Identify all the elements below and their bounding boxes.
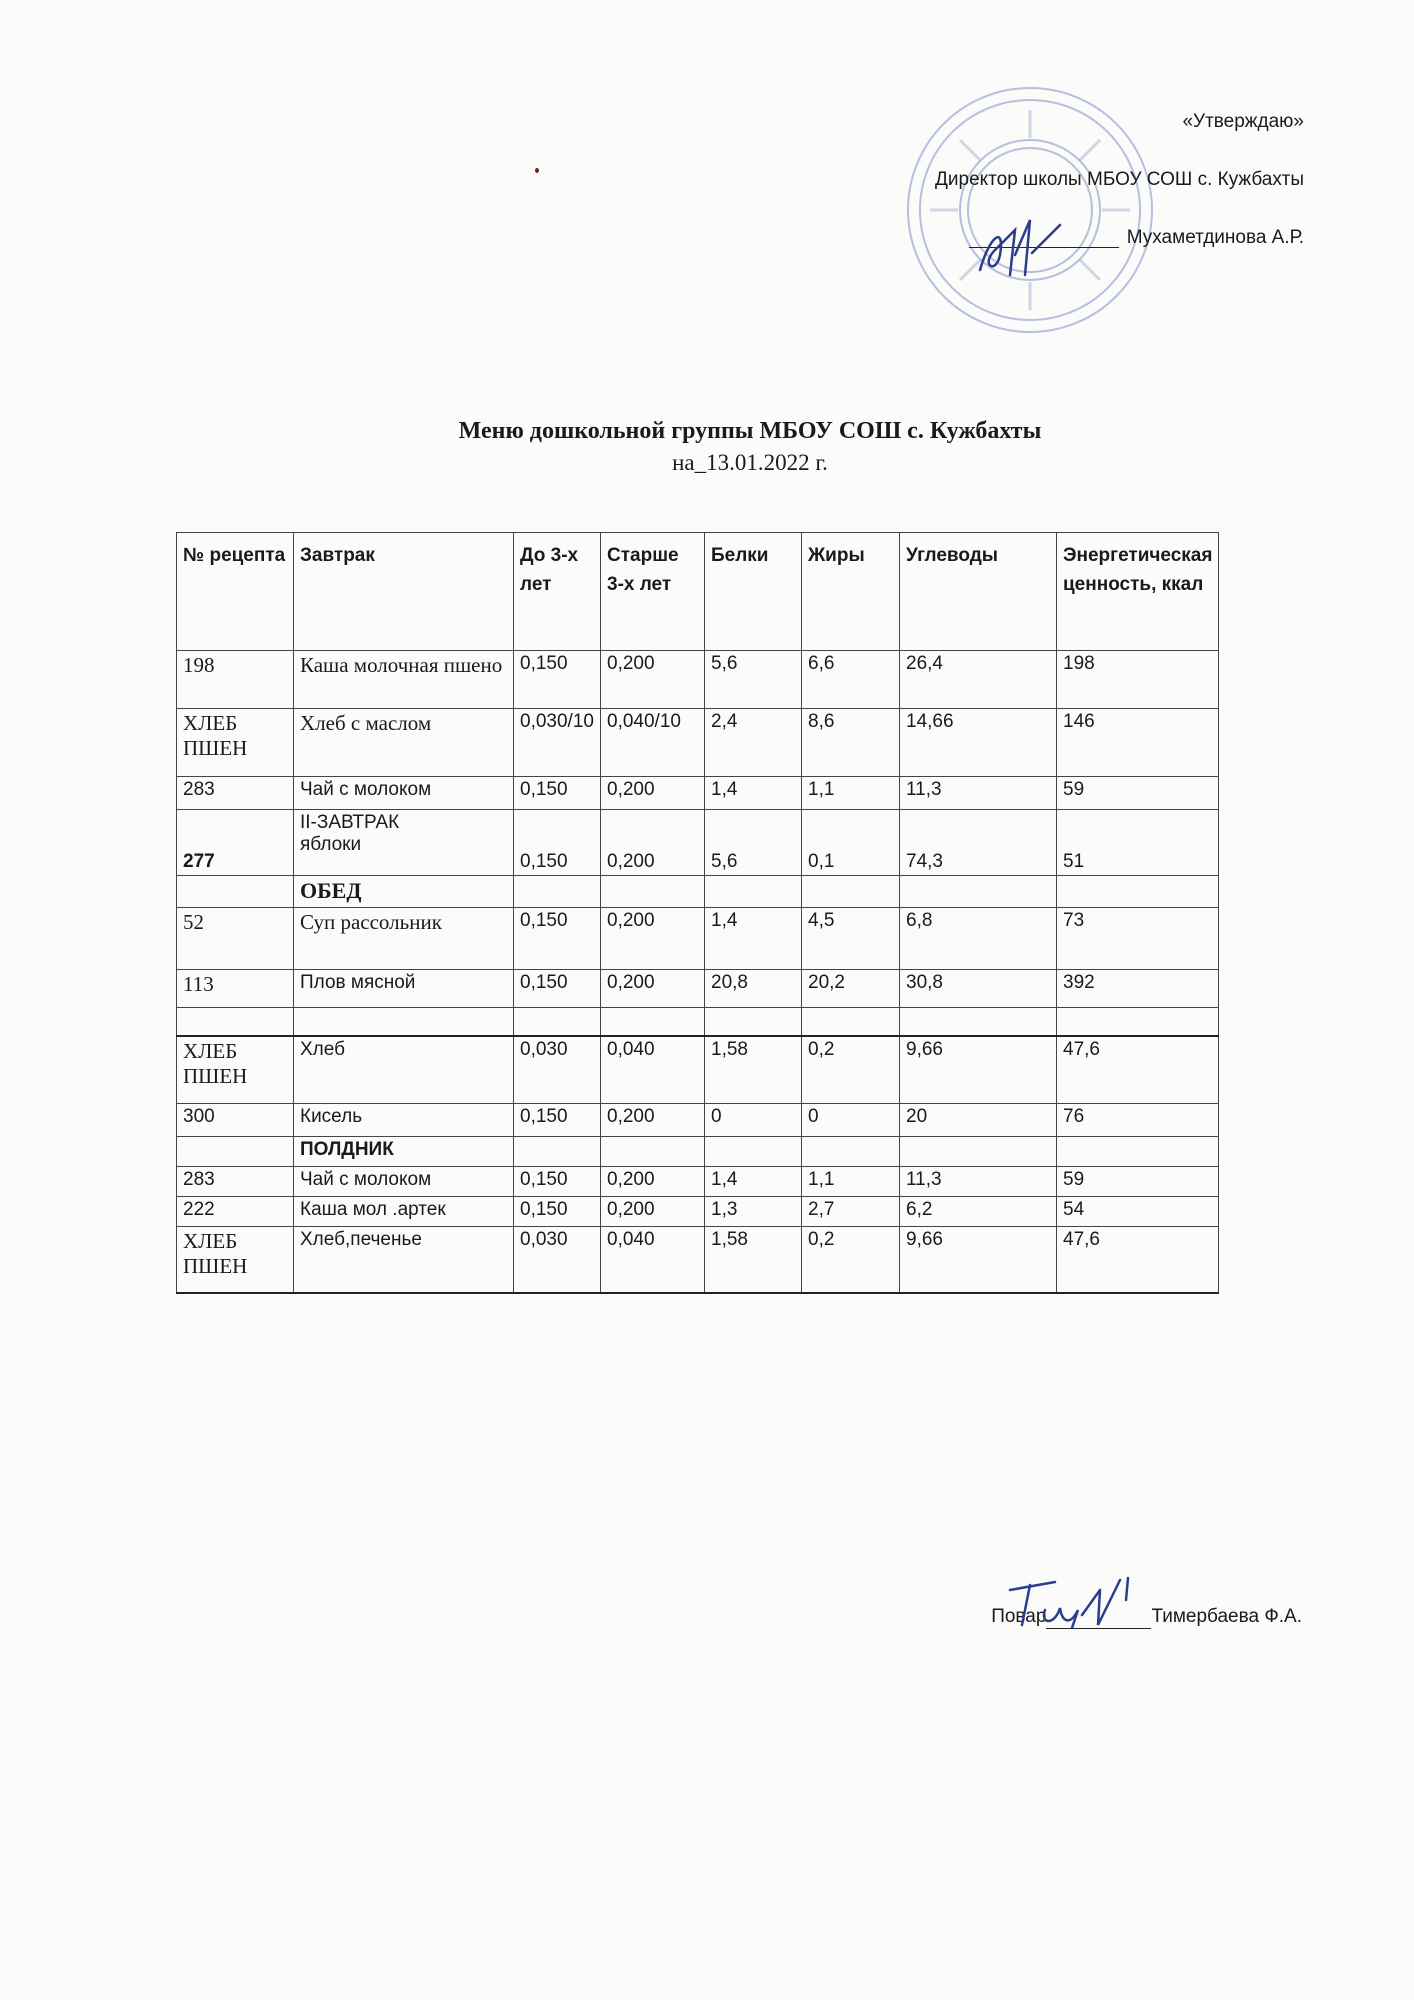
kcal-cell: 54 [1057,1197,1219,1227]
director-signature [960,215,1070,285]
protein-cell: 1,4 [705,908,802,970]
carbs-cell: 20 [900,1104,1057,1137]
age1-cell: 0,150 [514,970,601,1008]
col-fat: Жиры [802,533,900,651]
carbs-cell: 6,2 [900,1197,1057,1227]
col-recipe: № рецепта [177,533,294,651]
dish-cell: Кисель [294,1104,514,1137]
empty-row [177,1008,1219,1036]
section-row [177,1137,1219,1167]
fat-cell: 0,1 [802,810,900,876]
col-name: Завтрак [294,533,514,651]
table-row [177,908,1219,970]
age2-cell: 0,200 [601,1167,705,1197]
fat-cell: 0,2 [802,1036,900,1104]
table-row [177,1167,1219,1197]
fat-cell: 1,1 [802,777,900,810]
date-line: на_13.01.2022 г. [672,450,828,475]
fat-cell: 0,2 [802,1227,900,1293]
fat-cell: 4,5 [802,908,900,970]
age2-cell: 0,200 [601,908,705,970]
carbs-cell: 11,3 [900,777,1057,810]
dish-cell: Чай с молоком [294,777,514,810]
protein-cell: 1,58 [705,1227,802,1293]
carbs-cell: 74,3 [900,810,1057,876]
dish-name: яблоки [300,834,362,855]
director-name: Мухаметдинова А.Р. [1126,227,1304,248]
age1-cell: 0,150 [514,777,601,810]
table-row [177,1227,1219,1293]
page-title: Меню дошкольной группы МБОУ СОШ с. Кужбахты [458,418,1042,444]
table-row [177,810,1219,876]
col-protein: Белки [705,533,802,651]
protein-cell: 1,4 [705,777,802,810]
dish-cell [294,810,514,876]
kcal-cell: 146 [1057,709,1219,777]
protein-cell: 5,6 [705,810,802,876]
protein-cell: 5,6 [705,651,802,709]
age2-cell: 0,040 [601,1036,705,1104]
age1-cell: 0,150 [514,1197,601,1227]
age1-cell: 0,150 [514,810,601,876]
cook-label: Повар [991,1606,1047,1627]
age1-cell: 0,030 [514,1227,601,1293]
protein-cell: 1,58 [705,1036,802,1104]
recipe-cell: 198 [177,651,294,709]
dish-cell: Хлеб,печенье [294,1227,514,1293]
table-row [177,651,1219,709]
fat-cell: 6,6 [802,651,900,709]
dish-cell: Хлеб [294,1036,514,1104]
age2-cell: 0,200 [601,1197,705,1227]
dish-cell: Чай с молоком [294,1167,514,1197]
fat-cell: 20,2 [802,970,900,1008]
recipe-cell: 300 [177,1104,294,1137]
kcal-cell: 51 [1057,810,1219,876]
protein-cell: 2,4 [705,709,802,777]
header-row [177,533,1219,651]
fat-cell: 1,1 [802,1167,900,1197]
protein-cell: 1,3 [705,1197,802,1227]
age2-cell: 0,040 [601,1227,705,1293]
age1-cell: 0,150 [514,651,601,709]
protein-cell: 1,4 [705,1167,802,1197]
age2-cell: 0,200 [601,651,705,709]
kcal-cell: 59 [1057,1167,1219,1197]
recipe-cell: 113 [177,970,294,1008]
table-row [177,709,1219,777]
recipe-cell: 283 [177,777,294,810]
col-carbs: Углеводы [900,533,1057,651]
protein-cell: 20,8 [705,970,802,1008]
section-label: ПОЛДНИК [294,1137,514,1167]
section-label: ОБЕД [294,876,514,908]
carbs-cell: 9,66 [900,1036,1057,1104]
kcal-cell: 47,6 [1057,1227,1219,1293]
carbs-cell: 6,8 [900,908,1057,970]
age1-cell: 0,030/10 [514,709,601,777]
fat-cell: 0 [802,1104,900,1137]
table-row [177,1104,1219,1137]
carbs-cell: 30,8 [900,970,1057,1008]
recipe-cell: 277 [177,810,294,876]
ink-dot [535,168,539,173]
age2-cell: 0,040/10 [601,709,705,777]
table-row [177,1036,1219,1104]
carbs-cell: 11,3 [900,1167,1057,1197]
kcal-cell: 73 [1057,908,1219,970]
col-kcal: Энергетическая ценность, ккал [1057,533,1219,651]
protein-cell: 0 [705,1104,802,1137]
dish-cell: Суп рассольник [294,908,514,970]
cook-name: Тимербаева Ф.А. [1151,1606,1302,1627]
table-row [177,777,1219,810]
section-row [177,876,1219,908]
approval-title: «Утверждаю» [1182,111,1304,132]
recipe-cell: ХЛЕБ ПШЕН [177,1036,294,1104]
recipe-cell: 52 [177,908,294,970]
age2-cell: 0,200 [601,1104,705,1137]
col-age1: До 3-х лет [514,533,601,651]
fat-cell: 8,6 [802,709,900,777]
kcal-cell: 76 [1057,1104,1219,1137]
section-label: II-ЗАВТРАК [300,812,400,833]
cook-signature [1000,1570,1145,1635]
carbs-cell: 14,66 [900,709,1057,777]
table-row [177,1197,1219,1227]
menu-table [176,532,1219,1294]
kcal-cell: 47,6 [1057,1036,1219,1104]
fat-cell: 2,7 [802,1197,900,1227]
director-line: Директор школы МБОУ СОШ с. Кужбахты [935,169,1304,190]
kcal-cell: 392 [1057,970,1219,1008]
kcal-cell: 59 [1057,777,1219,810]
kcal-cell: 198 [1057,651,1219,709]
dish-cell: Каша мол .артек [294,1197,514,1227]
age2-cell: 0,200 [601,810,705,876]
recipe-cell: ХЛЕБ ПШЕН [177,1227,294,1293]
age1-cell: 0,150 [514,1104,601,1137]
col-age2: Старше 3-х лет [601,533,705,651]
recipe-cell: 283 [177,1167,294,1197]
carbs-cell: 9,66 [900,1227,1057,1293]
age2-cell: 0,200 [601,970,705,1008]
dish-cell: Каша молочная пшено [294,651,514,709]
age2-cell: 0,200 [601,777,705,810]
age1-cell: 0,150 [514,908,601,970]
recipe-cell: ХЛЕБ ПШЕН [177,709,294,777]
dish-cell: Хлеб с маслом [294,709,514,777]
carbs-cell: 26,4 [900,651,1057,709]
age1-cell: 0,030 [514,1036,601,1104]
age1-cell: 0,150 [514,1167,601,1197]
dish-cell: Плов мясной [294,970,514,1008]
table-row [177,970,1219,1008]
recipe-cell: 222 [177,1197,294,1227]
